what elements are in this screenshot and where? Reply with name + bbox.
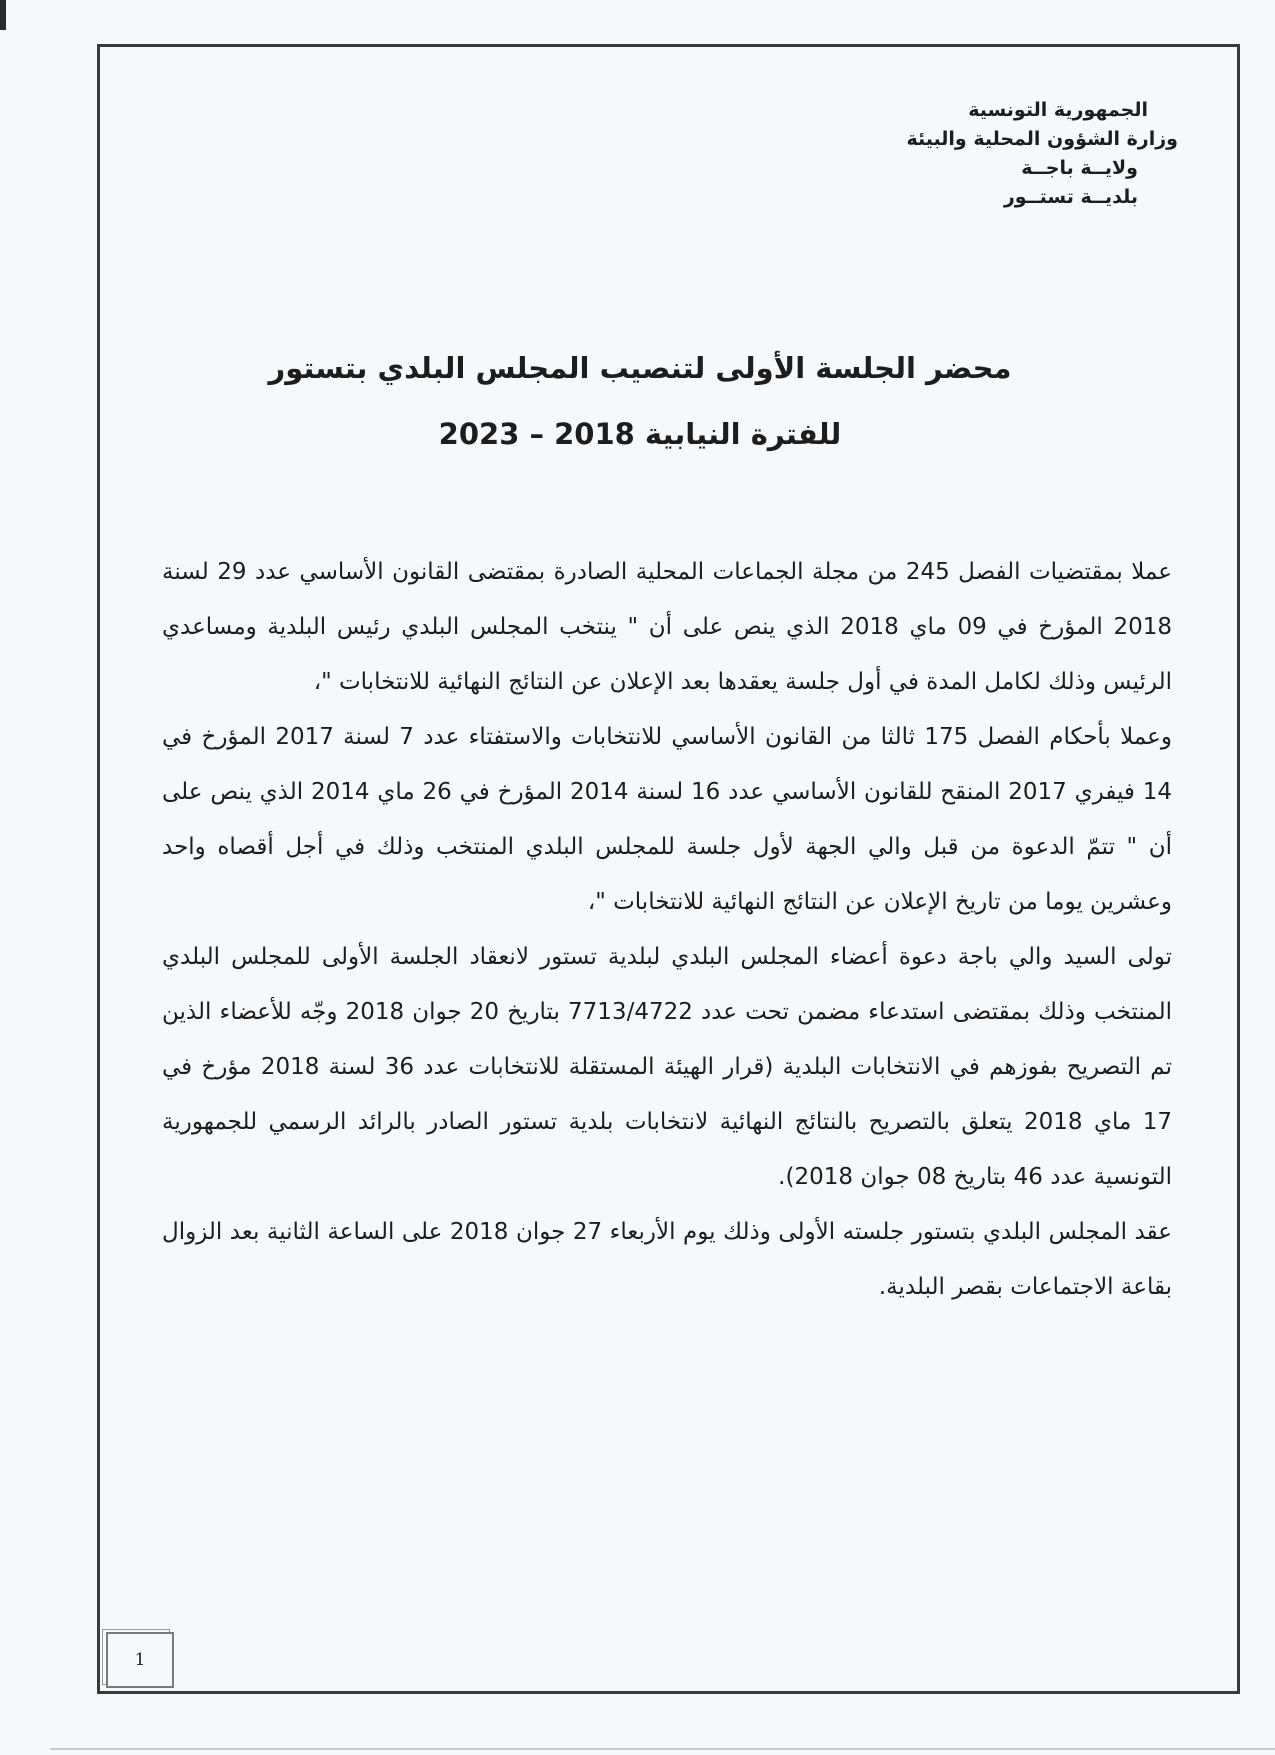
page-number: 1	[134, 1650, 146, 1670]
body-paragraph-1: عملا بمقتضيات الفصل 245 من مجلة الجماعات المحلية الصادرة بمقتضى القانون الأساسي عدد 29 لسنة 2018 المؤرخ في 09 ماي 2018 الذي ينص على أن " ينتخب المجلس البلدي رئيس البلدية ومساعدي الرئيس وذلك لكامل المدة في أول جلسة يعقدها بعد الإعلان عن النتائج النهائية للانتخابات "،	[162, 559, 1172, 695]
scan-bottom-edge	[50, 1748, 1275, 1750]
body-paragraph-4: عقد المجلس البلدي بتستور جلسته الأولى وذلك يوم الأربعاء 27 جوان 2018 على الساعة الثانية بعد الزوال بقاعة الاجتماعات بقصر البلدية.	[162, 1219, 1172, 1300]
letterhead-municipality: بلديــة تستــور	[1003, 186, 1138, 208]
document-title	[180, 335, 1100, 467]
body-paragraph-2: وعملا بأحكام الفصل 175 ثالثا من القانون الأساسي للانتخابات والاستفتاء عدد 7 لسنة 2017 المؤرخ في 14 فيفري 2017 المنقح للقانون الأساسي عدد 16 لسنة 2014 المؤرخ في 26 ماي 2014 الذي ينص على أن " تتمّ الدعوة من قبل والي الجهة لأول جلسة للمجلس البلدي المنتخب وذلك في أجل أقصاه واحد وعشرين يوما من تاريخ الإعلان عن النتائج النهائية للانتخابات "،	[162, 724, 1172, 915]
letterhead-governorate: ولايــة باجــة	[1021, 157, 1138, 179]
body-paragraph-3: تولى السيد والي باجة دعوة أعضاء المجلس البلدي لبلدية تستور لانعقاد الجلسة الأولى للمجلس البلدي المنتخب وذلك بمقتضى استدعاء مضمن تحت عدد 7713/4722 بتاريخ 20 جوان 2018 وجّه للأعضاء الذين تم التصريح بفوزهم في الانتخابات البلدية (قرار الهيئة المستقلة للانتخابات عدد 36 لسنة 2018 مؤرخ في 17 ماي 2018 يتعلق بالتصريح بالنتائج النهائية لانتخابات بلدية تستور الصادر بالرائد الرسمي للجمهورية التونسية عدد 46 بتاريخ 08 جوان 2018).	[162, 944, 1173, 1190]
title-line-2: للفترة النيابية 2018 – 2023	[438, 417, 842, 451]
letterhead-ministry: وزارة الشؤون المحلية والبيئة	[906, 128, 1178, 150]
letterhead-republic: الجمهورية التونسية	[968, 99, 1148, 121]
document-body	[162, 545, 1172, 1315]
title-line-1: محضر الجلسة الأولى لتنصيب المجلس البلدي بتستور	[268, 351, 1012, 385]
scan-edge-mark	[0, 0, 6, 30]
page-number-box	[106, 1632, 174, 1688]
letterhead	[778, 96, 1178, 212]
